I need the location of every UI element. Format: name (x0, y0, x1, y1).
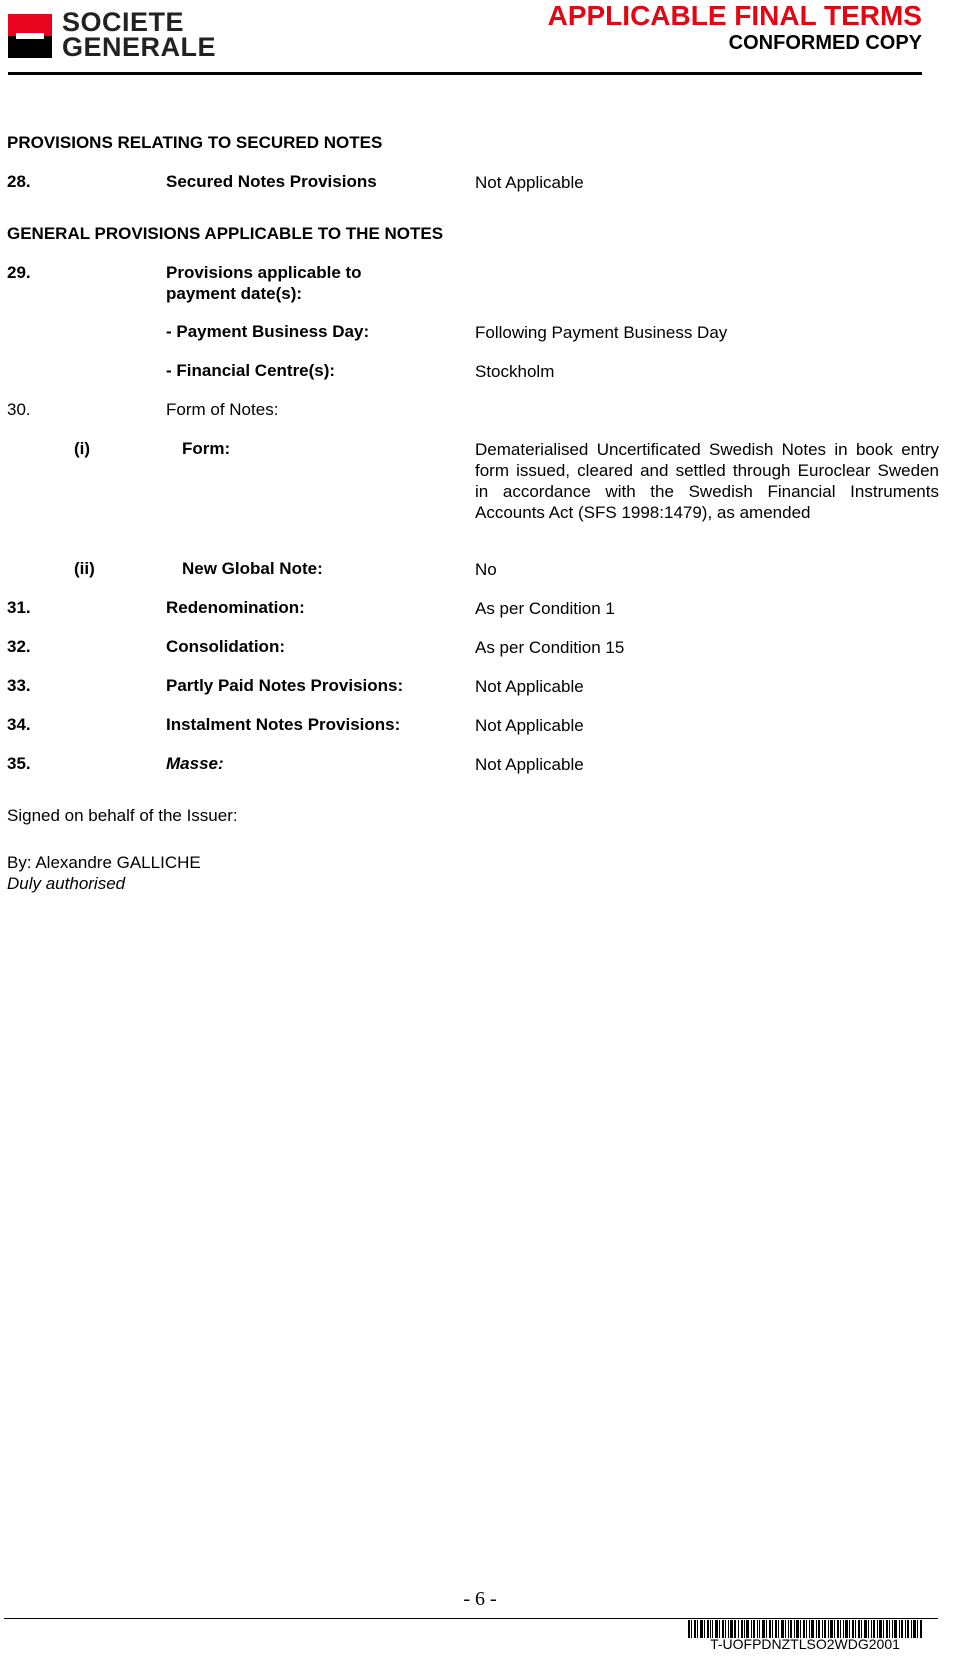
sub-item-value: No (475, 560, 497, 579)
item-number: 29. (7, 263, 31, 282)
item-value: Not Applicable (475, 677, 584, 696)
item-number: 32. (7, 637, 31, 656)
sub-item-number: (i) (74, 439, 91, 458)
item-label: Redenomination: (166, 598, 305, 617)
sub-item-label: New Global Note: (182, 559, 323, 578)
item-value: Not Applicable (475, 716, 584, 735)
item-number: 30. (7, 400, 31, 419)
document-title: APPLICABLE FINAL TERMS (547, 0, 922, 31)
item-value: As per Condition 15 (475, 638, 625, 657)
sub-item-number: (ii) (74, 559, 95, 578)
sub-item-value: Following Payment Business Day (475, 323, 728, 342)
item-label-line-2: payment date(s): (166, 284, 303, 303)
signature-intro: Signed on behalf of the Issuer: (7, 806, 238, 825)
item-label: Partly Paid Notes Provisions: (166, 676, 404, 695)
item-label: Consolidation: (166, 637, 285, 656)
item-number: 35. (7, 754, 31, 773)
logo-wordmark (62, 7, 217, 62)
item-label: Masse: (166, 754, 224, 773)
item-label: Instalment Notes Provisions: (166, 715, 401, 734)
item-number: 31. (7, 598, 31, 617)
item-label: Secured Notes Provisions (166, 172, 377, 191)
signatory-name: By: Alexandre GALLICHE (7, 853, 201, 872)
header-rule (8, 72, 922, 75)
footer-rule (4, 1618, 938, 1619)
item-value: Not Applicable (475, 173, 584, 192)
signatory-role: Duly authorised (7, 874, 126, 893)
item-number: 28. (7, 172, 31, 191)
logo-line-1: SOCIETE (62, 7, 185, 37)
item-label-line-1: Provisions applicable to (166, 263, 362, 282)
page-number: - 6 - (463, 1588, 497, 1610)
societe-generale-logo-mark (8, 14, 52, 58)
document-subtitle: CONFORMED COPY (728, 32, 922, 54)
sub-item-value-paragraph: Dematerialised Uncertificated Swedish Notes in book entry form issued, cleared and settled through Euroclear Sweden in accordance with the Swedish Financial Instruments Accounts Act (SFS 1998:1479), as amended (475, 440, 939, 522)
item-number: 34. (7, 715, 31, 734)
item-number: 33. (7, 676, 31, 695)
item-value: Not Applicable (475, 755, 584, 774)
sub-item-label: Form: (182, 439, 231, 458)
sub-item-label: - Financial Centre(s): (166, 361, 336, 380)
barcode-reference: T-UOFPDNZTLSO2WDG2001 (710, 1636, 900, 1652)
section-heading-general: GENERAL PROVISIONS APPLICABLE TO THE NOTES (7, 224, 444, 243)
sub-item-value: Stockholm (475, 362, 555, 381)
item-value: As per Condition 1 (475, 599, 615, 618)
item-label: Form of Notes: (166, 400, 279, 419)
sub-item-label: - Payment Business Day: (166, 322, 370, 341)
section-heading-secured: PROVISIONS RELATING TO SECURED NOTES (7, 133, 383, 152)
logo-line-2: GENERALE (62, 32, 217, 62)
